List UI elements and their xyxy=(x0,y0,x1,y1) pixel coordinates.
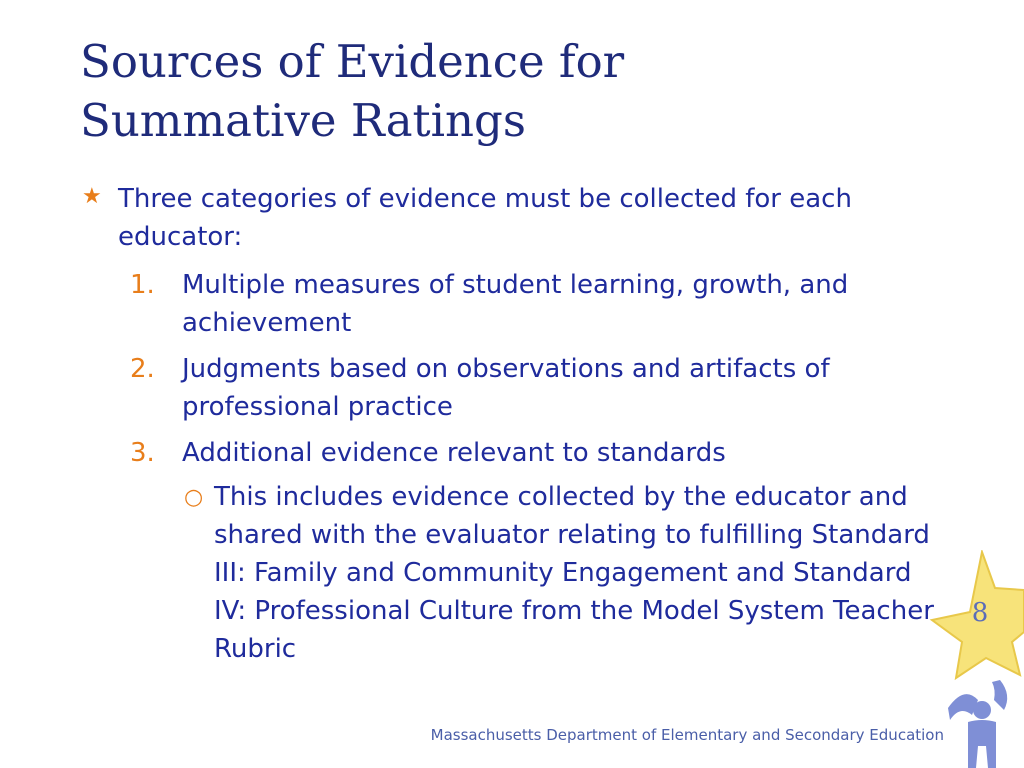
hollow-circle-icon: ○ xyxy=(184,485,204,510)
list-item xyxy=(130,350,902,426)
list-item-number: 1. xyxy=(130,270,155,300)
list-item-text: Multiple measures of student learning, growth, and achievement xyxy=(182,270,849,338)
star-icon: ★ xyxy=(82,184,102,209)
list-item xyxy=(130,266,902,342)
title-line-2: Summative Ratings xyxy=(80,94,526,147)
star-figure-logo xyxy=(920,550,1024,768)
list-item xyxy=(130,434,902,472)
title-line-1: Sources of Evidence for xyxy=(80,35,625,88)
slide-body xyxy=(80,180,960,668)
figure-head xyxy=(973,701,991,719)
intro-text: Three categories of evidence must be collected for each educator: xyxy=(118,184,852,252)
list-item-text: Additional evidence relevant to standards xyxy=(182,438,726,468)
slide-title xyxy=(80,32,840,150)
figure-body xyxy=(968,720,996,768)
footer-organization: Massachusetts Department of Elementary and Secondary Education xyxy=(430,726,944,744)
slide-number: 8 xyxy=(971,598,989,628)
sub-list-item xyxy=(184,478,949,668)
list-item-number: 2. xyxy=(130,354,155,384)
list-item-text: Judgments based on observations and artifacts of professional practice xyxy=(182,354,830,422)
figure-arm-right xyxy=(992,680,1007,710)
bullet-intro xyxy=(80,180,928,256)
figure-arm-left xyxy=(948,694,978,720)
sub-list-item-text: This includes evidence collected by the educator and shared with the evaluator relating to fulfilling Standard III: Family and Community Engagement and Standard IV: Professional Culture from the Model System Teacher Rubric xyxy=(214,482,934,664)
list-item-number: 3. xyxy=(130,438,155,468)
